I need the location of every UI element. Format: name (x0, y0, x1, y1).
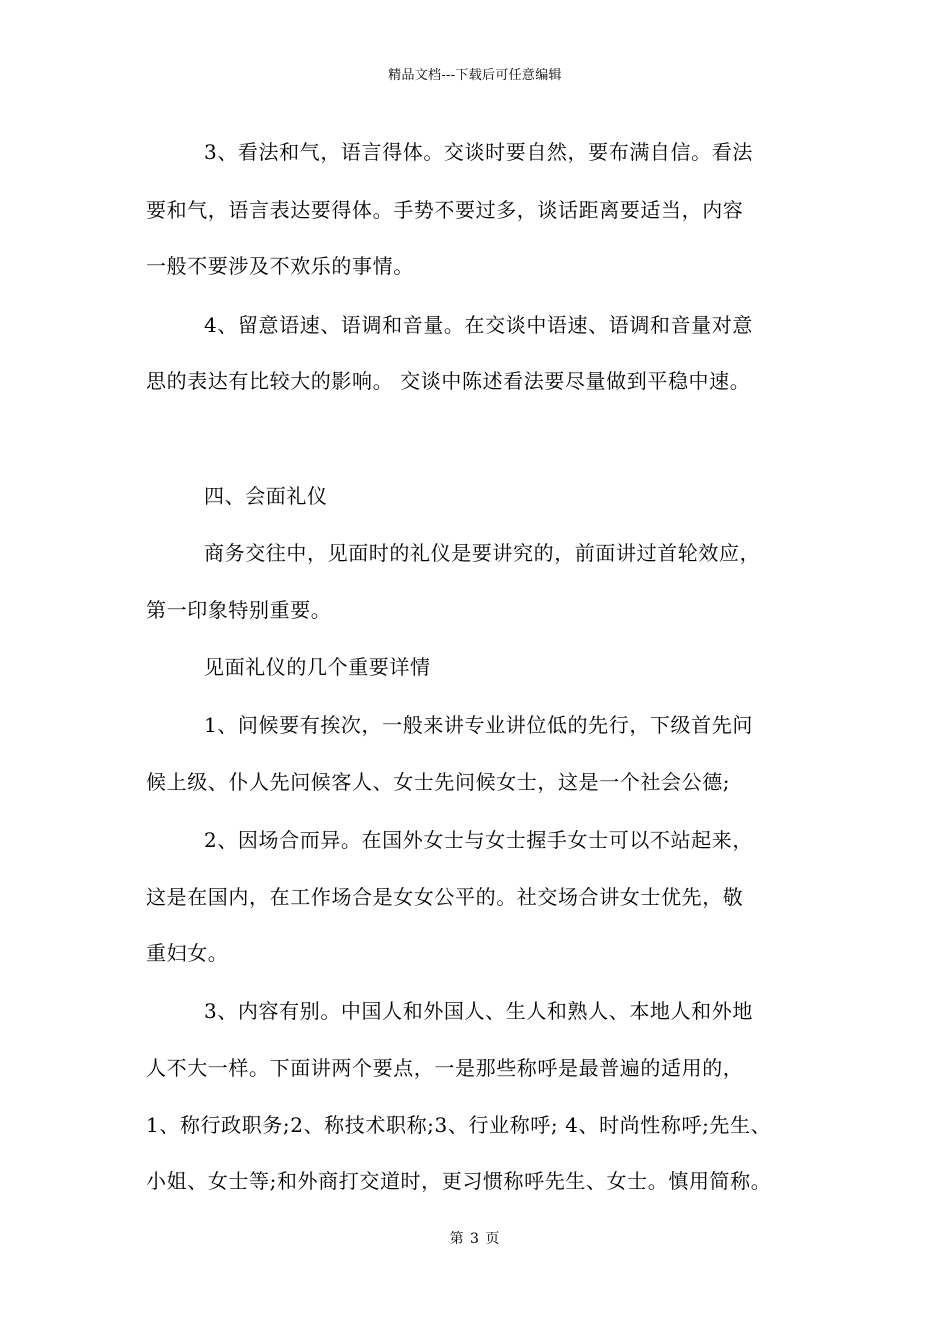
paragraph-line: 4、留意语速、语调和音量。在交谈中语速、语调和音量对意 (204, 313, 753, 337)
paragraph-line: 一般不要涉及不欢乐的事情。 (146, 254, 414, 278)
paragraph-line: 小姐、女士等;和外商打交道时，更习惯称呼先生、女士。慎用简称。 (146, 1169, 772, 1193)
paragraph-line: 这是在国内，在工作场合是女女公平的。社交场合讲女士优先，敬 (146, 885, 744, 909)
paragraph-line: 1、称行政职务;2、称技术职称;3、行业称呼; 4、时尚性称呼;先生、 (146, 1113, 772, 1137)
section-heading: 四、会面礼仪 (204, 484, 328, 508)
subheading: 见面礼仪的几个重要详情 (204, 655, 431, 679)
page-number: 第 3 页 (449, 1231, 501, 1247)
paragraph-line: 3、看法和气，语言得体。交谈时要自然，要布满自信。看法 (204, 140, 753, 164)
paragraph-line: 要和气，语言表达要得体。手势不要过多，谈话距离要适当，内容 (146, 198, 744, 222)
paragraph-line: 思的表达有比较大的影响。 交谈中陈述看法要尽量做到平稳中速。 (146, 369, 751, 393)
page-header: 精品文档---下载后可任意编辑 (388, 68, 562, 83)
paragraph-line: 第一印象特别重要。 (146, 598, 332, 622)
paragraph-line: 人不大一样。下面讲两个要点，一是那些称呼是最普遍的适用的， (146, 1056, 744, 1080)
paragraph-line: 候上级、仆人先问候客人、女士先问候女士，这是一个社会公德; (146, 770, 731, 794)
paragraph-line: 重妇女。 (146, 941, 229, 965)
paragraph-line: 2、因场合而异。在国外女士与女士握手女士可以不站起来， (204, 828, 753, 852)
paragraph-line: 商务交往中，见面时的礼仪是要讲究的，前面讲过首轮效应， (204, 541, 761, 565)
paragraph-line: 3、内容有别。中国人和外国人、生人和熟人、本地人和外地 (204, 999, 753, 1023)
paragraph-line: 1、问候要有挨次，一般来讲专业讲位低的先行，下级首先问 (204, 713, 753, 737)
